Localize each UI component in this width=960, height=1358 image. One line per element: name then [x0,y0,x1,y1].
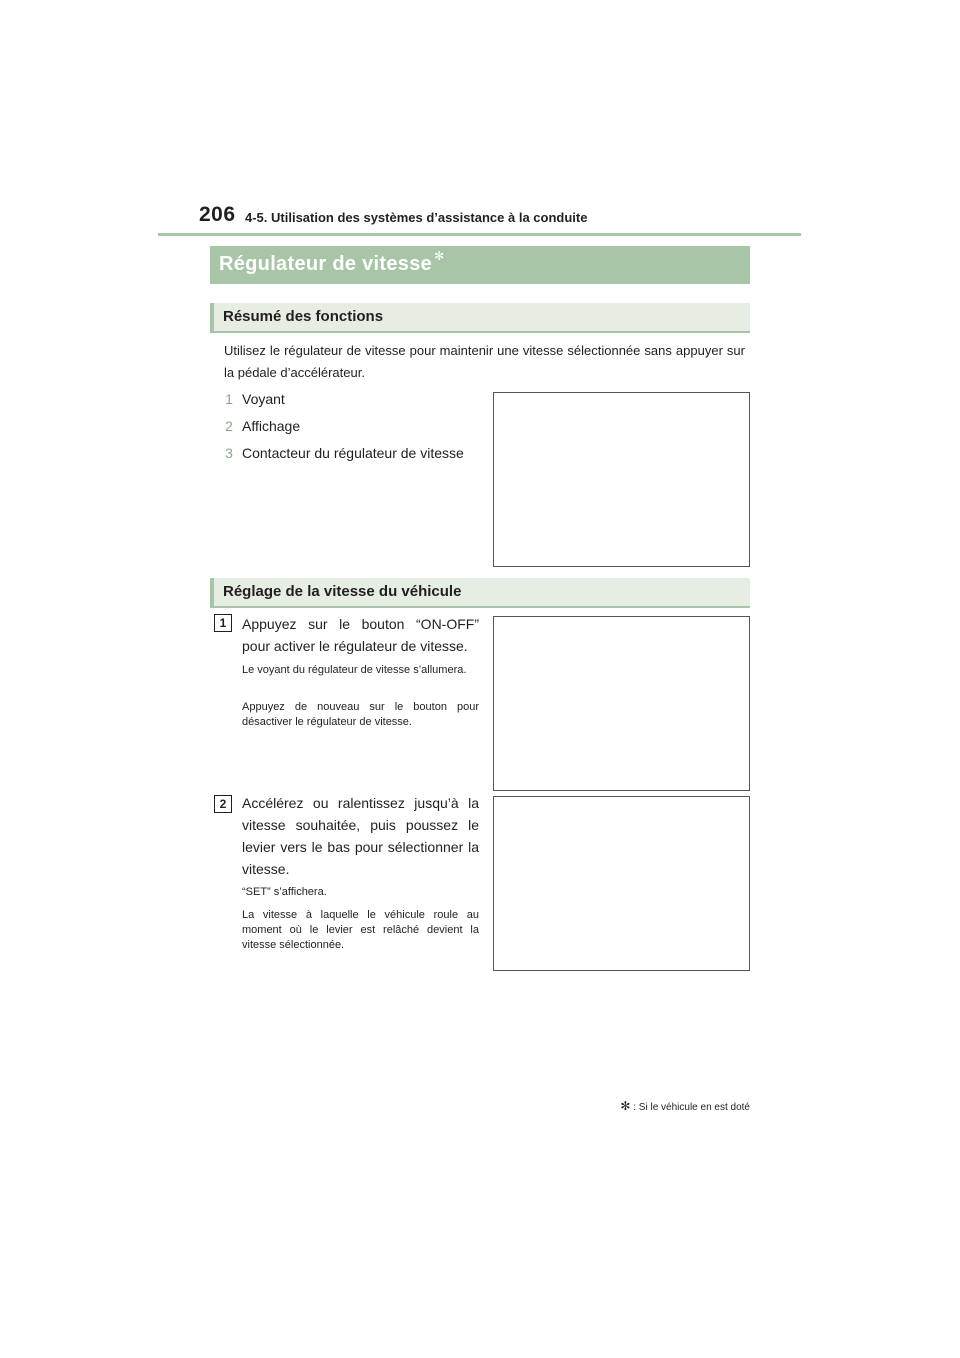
page-number: 206 [199,203,236,226]
setting-heading-bar [210,578,750,606]
summary-intro: Utilisez le régulateur de vitesse pour maintenir une vitesse sélectionnée sans appuyer sur la pédale d’accélérateur. [224,343,745,380]
running-header: 4-5. Utilisation des systèmes d’assistance à la conduite [245,210,588,225]
step-1-text: Appuyez sur le bouton “ON-OFF” pour activer le régulateur de vitesse. [242,616,479,654]
step-1-note: Appuyez de nouveau sur le bouton pour désactiver le régulateur de vitesse. [242,701,479,728]
item-label-contacteur: Contacteur du régulateur de vitesse [242,445,464,461]
step-2-text: Accélérez ou ralentissez jusqu’à la vitesse souhaitée, puis poussez le levier vers le bas pour sélectionner la vitesse. [242,795,479,877]
footnote [610,1099,750,1113]
setting-heading: Réglage de la vitesse du véhicule [223,583,462,600]
section-title-bar [210,246,750,284]
asterisk-icon: ✻ [434,249,445,263]
step-2-note: “SET” s’affichera. [242,886,327,898]
step-2-note: La vitesse à laquelle le véhicule roule au moment où le levier est relâché devient la vitesse sélectionnée. [242,909,479,951]
step-number-badge: 2 [214,795,232,813]
summary-heading-bar [210,303,750,331]
header-rule [158,233,801,236]
item-label-affichage: Affichage [242,418,301,434]
item-number: 3 [225,445,233,461]
step-1-note: Le voyant du régulateur de vitesse s’allumera. [242,664,467,676]
asterisk-icon: ✻ [620,1099,631,1113]
item-number: 1 [225,391,233,407]
footnote-text: : Si le véhicule en est doté [633,1102,750,1113]
summary-heading: Résumé des fonctions [223,308,384,325]
section-title [219,249,445,276]
figure-step-2 [493,796,750,971]
item-label-voyant: Voyant [242,391,285,407]
item-number: 2 [225,418,233,434]
figure-step-1 [493,616,750,791]
step-number-badge: 1 [214,614,232,632]
figure-summary [493,392,750,567]
section-title-text: Régulateur de vitesse [219,253,433,275]
